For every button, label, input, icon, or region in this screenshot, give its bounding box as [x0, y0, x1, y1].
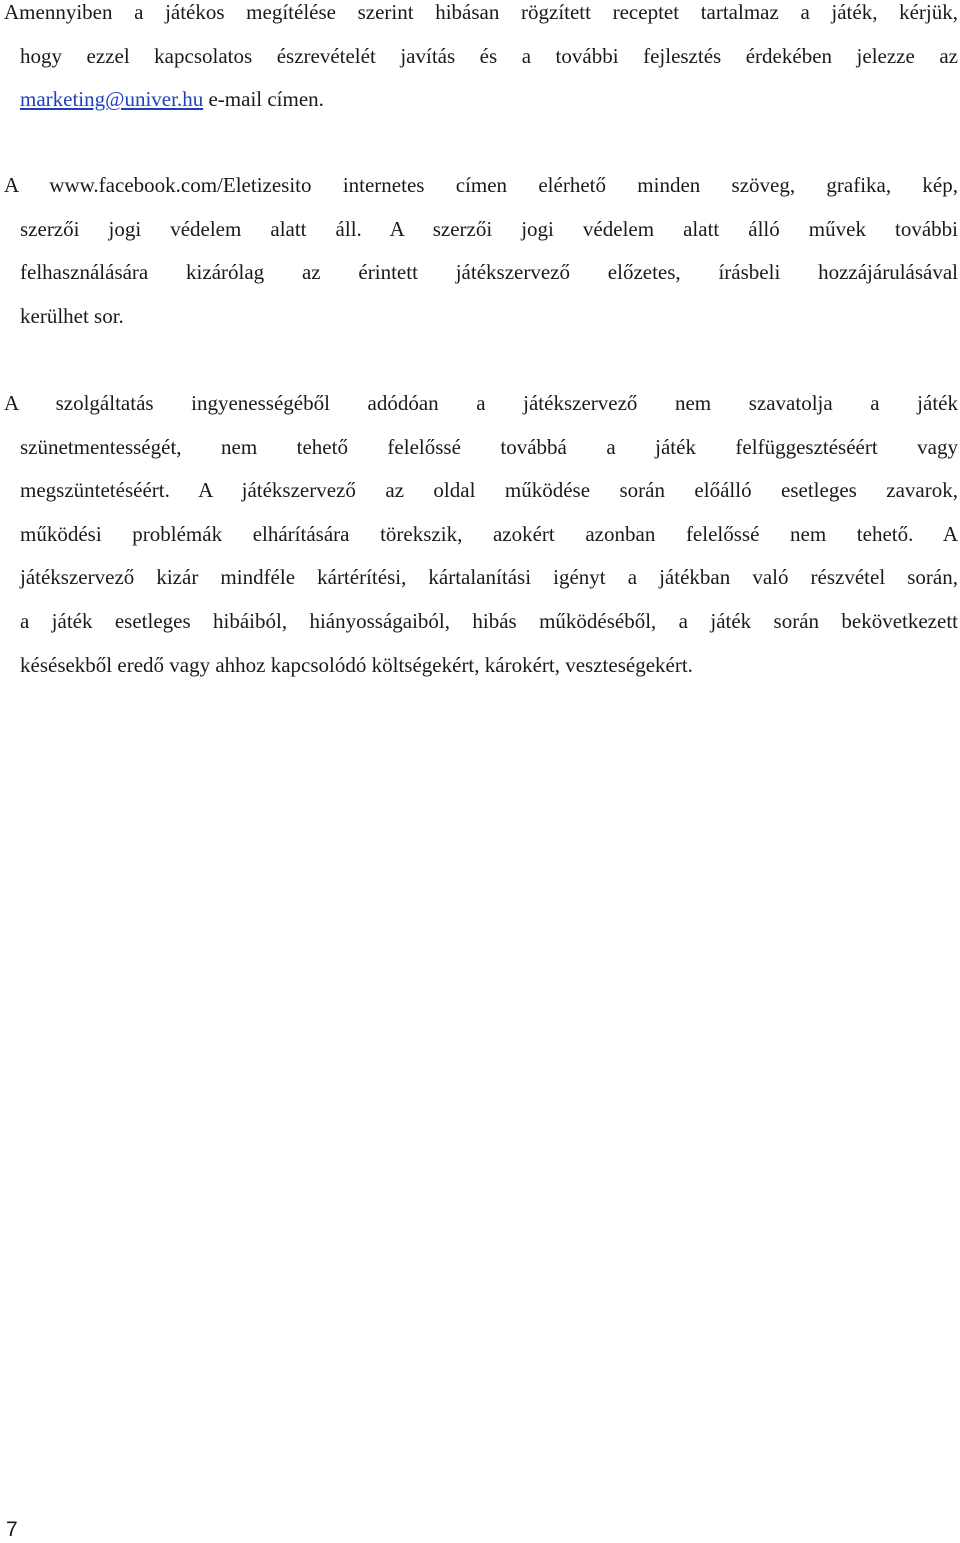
- paragraph3-line2: szünetmentességét, nem tehető felelőssé továbbá a játék felfüggesztéséért vagy: [20, 434, 958, 459]
- paragraph2-line3: felhasználására kizárólag az érintett játékszervező előzetes, írásbeli hozzájárulásával: [20, 260, 958, 285]
- paragraph3-line1: A szolgáltatás ingyenességéből adódóan a játékszervező nem szavatolja a játék: [4, 391, 958, 415]
- paragraph1-line2: hogy ezzel kapcsolatos észrevételét javítás és a további fejlesztés érdekében jelezze az: [20, 43, 958, 68]
- paragraph3-line5: játékszervező kizár mindféle kártérítési, kártalanítási igényt a játékban való részvétel során,: [20, 565, 958, 590]
- paragraph2-line4: kerülhet sor.: [20, 303, 124, 328]
- paragraph-recipe-feedback: [4, 0, 958, 122]
- paragraph1-line3-rest: e-mail címen.: [203, 87, 324, 112]
- paragraph2-line2: szerzői jogi védelem alatt áll. A szerzői jogi védelem alatt álló művek további: [20, 216, 958, 241]
- paragraph3-line6: a játék esetleges hibáiból, hiányosságaiból, hibás működéséből, a játék során bekövetkezett: [20, 608, 958, 633]
- paragraph3-line3: megszüntetéséért. A játékszervező az oldal működése során előálló esetleges zavarok,: [20, 478, 958, 503]
- paragraph1-line3: [4, 78, 958, 122]
- email-link[interactable]: marketing@univer.hu: [20, 87, 204, 112]
- paragraph-liability: [4, 382, 958, 687]
- page-number: 7: [6, 1518, 18, 1541]
- paragraph-copyright: [4, 164, 958, 338]
- paragraph2-line1: A www.facebook.com/Eletizesito internetes címen elérhető minden szöveg, grafika, kép,: [4, 173, 958, 197]
- paragraph1-line1: Amennyiben a játékos megítélése szerint hibásan rögzített receptet tartalmaz a játék, kérjük,: [4, 0, 958, 24]
- paragraph3-line4: működési problémák elhárítására törekszik, azokért azonban felelőssé nem tehető. A: [20, 521, 958, 546]
- paragraph3-line7: késésekből eredő vagy ahhoz kapcsolódó költségekért, károkért, veszteségekért.: [20, 652, 693, 677]
